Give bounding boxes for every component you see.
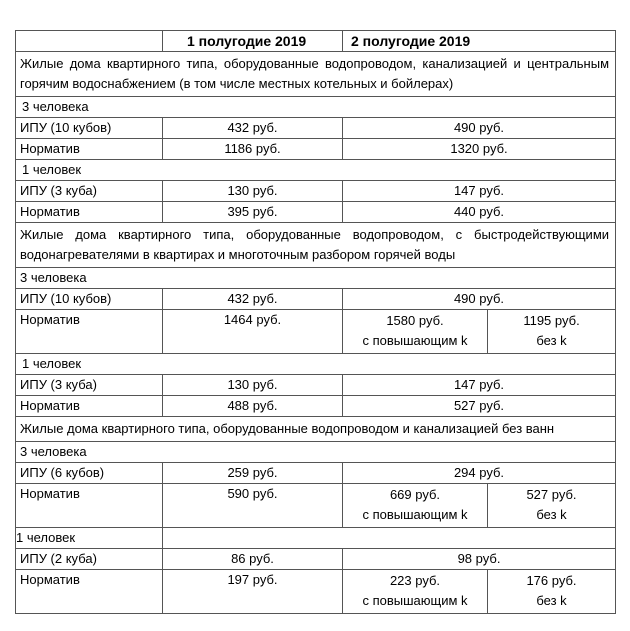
price-second-half-without-k (488, 484, 616, 528)
group-row (16, 528, 616, 549)
section-title: Жилые дома квартирного типа, оборудованные водопроводом, с быстродействующими водонагревателями в квартирах и многоточным разбором горячей воды (16, 223, 616, 268)
section-title: Жилые дома квартирного типа, оборудованные водопроводом и канализацией без ванн (16, 417, 616, 442)
table-row (16, 181, 616, 202)
price-second-half: 98 руб. (343, 549, 616, 570)
price-second-half: 490 руб. (343, 118, 616, 139)
price-second-half: 490 руб. (343, 289, 616, 310)
section-title-row (16, 223, 616, 268)
row-label: Норматив (16, 396, 163, 417)
table-row (16, 463, 616, 484)
price-first-half: 395 руб. (163, 202, 343, 223)
price-second-half-without-k (488, 310, 616, 354)
price-note: без k (536, 333, 567, 348)
price-first-half: 259 руб. (163, 463, 343, 484)
price-second-half: 440 руб. (343, 202, 616, 223)
price-second-half-with-k (343, 484, 488, 528)
price-second-half: 147 руб. (343, 181, 616, 202)
price-first-half: 1464 руб. (163, 310, 343, 354)
price-first-half: 590 руб. (163, 484, 343, 528)
row-label: Норматив (16, 202, 163, 223)
header-first-half: 1 полугодие 2019 (163, 31, 343, 52)
table-row (16, 202, 616, 223)
table-row (16, 310, 616, 354)
price-value: 527 руб. (526, 487, 577, 502)
group-label: 1 человек (16, 160, 616, 181)
table-row (16, 118, 616, 139)
row-label: ИПУ (3 куба) (16, 181, 163, 202)
price-value: 223 руб. (389, 573, 441, 588)
group-row (16, 97, 616, 118)
group-label: 3 человека (16, 268, 616, 289)
group-row (16, 354, 616, 375)
row-label: ИПУ (10 кубов) (16, 289, 163, 310)
price-first-half: 86 руб. (163, 549, 343, 570)
table-row (16, 289, 616, 310)
price-note: без k (536, 593, 567, 608)
price-first-half: 130 руб. (163, 181, 343, 202)
price-first-half: 432 руб. (163, 118, 343, 139)
table-header-row (16, 31, 616, 52)
price-second-half-without-k (488, 570, 616, 614)
group-label: 1 человек (16, 528, 163, 549)
header-empty-cell (16, 31, 163, 52)
row-label: Норматив (16, 570, 163, 614)
row-label: ИПУ (6 кубов) (16, 463, 163, 484)
table-row (16, 570, 616, 614)
price-value: 176 руб. (526, 573, 577, 588)
group-row (16, 442, 616, 463)
price-note: с повышающим k (362, 333, 468, 348)
group-label: 3 человека (16, 97, 616, 118)
row-label: ИПУ (10 кубов) (16, 118, 163, 139)
price-note: с повышающим k (362, 593, 468, 608)
price-note: без k (536, 507, 567, 522)
group-label: 3 человека (16, 442, 616, 463)
price-second-half-with-k (343, 310, 488, 354)
group-label: 1 человек (16, 354, 616, 375)
table-row (16, 549, 616, 570)
price-first-half: 197 руб. (163, 570, 343, 614)
price-first-half: 432 руб. (163, 289, 343, 310)
price-second-half: 527 руб. (343, 396, 616, 417)
price-note: с повышающим k (362, 507, 468, 522)
row-label: ИПУ (3 куба) (16, 375, 163, 396)
price-value: 1195 руб. (523, 313, 580, 328)
header-second-half: 2 полугодие 2019 (343, 31, 616, 52)
row-label: ИПУ (2 куба) (16, 549, 163, 570)
section-title: Жилые дома квартирного типа, оборудованные водопроводом, канализацией и центральным горячим водоснабжением (в том числе местных котельных и бойлерах) (16, 52, 616, 97)
table-row (16, 375, 616, 396)
price-first-half: 488 руб. (163, 396, 343, 417)
tariff-table-container (15, 30, 615, 614)
price-value: 669 руб. (389, 487, 441, 502)
table-row (16, 139, 616, 160)
price-second-half-with-k (343, 570, 488, 614)
group-row (16, 268, 616, 289)
tariff-table (15, 30, 616, 614)
group-row-filler (163, 528, 616, 549)
price-second-half: 1320 руб. (343, 139, 616, 160)
group-row (16, 160, 616, 181)
price-second-half: 147 руб. (343, 375, 616, 396)
row-label: Норматив (16, 484, 163, 528)
row-label: Норматив (16, 310, 163, 354)
table-row (16, 484, 616, 528)
price-first-half: 130 руб. (163, 375, 343, 396)
table-row (16, 396, 616, 417)
price-value: 1580 руб. (386, 313, 444, 328)
section-title-row (16, 52, 616, 97)
row-label: Норматив (16, 139, 163, 160)
price-second-half: 294 руб. (343, 463, 616, 484)
section-title-row (16, 417, 616, 442)
price-first-half: 1186 руб. (163, 139, 343, 160)
